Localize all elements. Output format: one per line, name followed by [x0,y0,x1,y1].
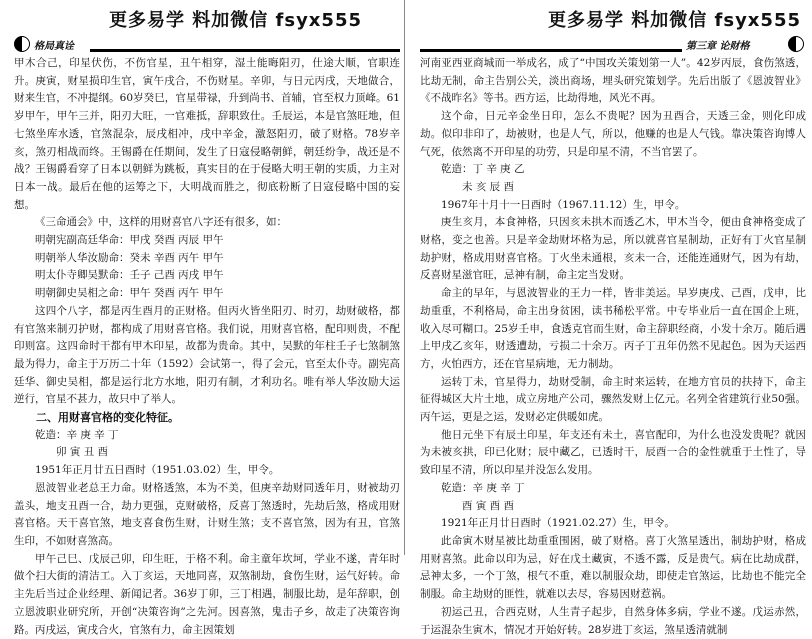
chart-line: 乾造：辛 庚 辛 丁 [441,481,525,494]
paragraph: 运转丁未，官星得力，劫财受制，命主时来运转，在地方官员的扶持下，命主征得城区大片土地，成立房地产公司，骤然发财上亿元。名列全省建筑行业50强。丙午运，更是之运，发财必定供暖如虎。 [420,375,806,424]
right-page [420,0,806,636]
paragraph: 恩波智业老总王力命。财格透煞，本为不美，但庚辛劫财同透年月，财被劫刃盖头，地支丑酉一合，劫力更强，克财破格，反喜丁煞透时，先劫后煞，格成用财喜官格。天干喜官煞，地支喜食伤生财，计财生煞；支不喜官煞，因为有丑，官煞生印，不如财喜煞高。 [14,481,400,547]
chart-line: 乾造：丁 辛 庚 乙 [441,163,525,176]
paragraph: 1921年正月廿日酉时（1921.02.27）生，甲令。 [441,517,675,530]
paragraph: 这个命，日元辛金坐日印，怎么不贵呢？因为丑酉合，天透三金，则化印成劫。似印非印了，劫被财，也是人气，所以，他赚的也是人气钱。靠决策咨询博人气死，依然离不开印星的功劳，只是印星不清，不当官罢了。 [420,110,806,158]
page-header: 更多易学 料加微信 fsyx555 [548,10,801,31]
left-page [14,0,400,636]
paragraph: 命主的早年，与恩波智业的王力一样，皆非美运。早岁庚戌、己酉，戊申，比劫重重，不利格局，命主出身贫困，读书稀松平常。中专毕业后一直在国企上班，收入尽可糊口。25岁壬申，食透克官而生财，命主辞职经商，小发十余万。随后遇上甲戌乙亥年，财透遭劫，亏损二十余万。丙子丁丑年仍然不见起色。因为天运西方，火怕西方，还在官星病地，无力制劫。 [420,287,806,370]
paragraph: 庚生亥月，本食神格，只因亥未拱木而透乙木，甲木当令，便由食神格变成了财格，变之也善。只是辛金劫财坏格为忌，所以就喜官星制劫，正好有丁火官星制劫护财，格成用财喜官格。丁火坐未通根，亥未一合，还能连通财气，因为有劫，反喜财星滋官旺，忌神有制，命主定当发财。 [420,216,806,282]
header-rule [420,49,682,52]
chart-line: 乾造：辛 庚 辛 丁 [35,428,119,441]
section-label: 第三章 论财格 [686,41,750,52]
chart-line: 明朝举人华汝励命：癸未 辛酉 丙午 甲午 [35,251,224,264]
paragraph: 这四个八字，都是丙生酉月的正财格。但丙火皆坐阳刃、时刃，劫财破格，都有官煞来制刃护财，都构成了用财喜官格。我们说，用财喜官格，配印则贵，不配印则富。这四命时干都有甲木印星，故都为贵命。其中，吴默的年柱壬子七煞制煞最为得力，命主于万历二十年（1592）会试第一，得了会元，官至太仆寺。副宪高廷华、御史吴相，都是运行北方水地，阳刃有制，才利功名。唯有举人华汝励大运逆行，官星不甚力，故只中了举人。 [14,304,400,406]
page-body [14,55,400,639]
paragraph: 《三命通会》中，这样的用财喜官八字还有很多，如： [35,216,287,229]
paragraph: 1951年正月廿五日酉时（1951.03.02）生，甲令。 [35,464,280,477]
paragraph: 他日元坐下有辰土印星，年支还有未土，喜官配印，为什么也没发贵呢？就因为未被亥拱，印已化财；辰中藏乙，已透时干，辰酉一合的金性就重于土性了，导致印星不清，所以印星并没怎么发用。 [420,428,806,477]
taiji-icon [14,36,30,52]
header-rule [90,49,400,52]
chart-line: 卯 寅 丑 酉 [56,446,109,459]
section-heading: 二、用财喜官格的变化特征。 [36,411,179,425]
paragraph: 此命寅木财星被比劫重重围困，破了财格。喜丁火煞星透出，制劫护财，格成用财喜煞。此命以印为忌，好在戊土藏寅，不透不露，反是贵气。病在比劫成群，忌神太多，一个丁煞，根气不重，难以制服众劫，即使走官煞运，比劫也不能完全制服。命主劫财的匪性，就难以去尽，容易因财惹祸。 [420,534,806,601]
chart-line: 未 亥 辰 酉 [462,180,515,193]
chart-line: 明朝宪副高廷华命：甲戌 癸酉 丙辰 甲午 [35,234,224,247]
paragraph: 河南亚西亚商城而一举成名，成了“中国攻关策划第一人”。42岁丙辰，食伤煞透，比劫无制，命主告别公关，淡出商场，埋头研究策划学。先后出版了《恩波智业》《不战昨名》等书。西方运，比劫得地，风光不再。 [420,57,806,105]
paragraph: 甲午己巳、戊辰己卯，印生旺，于格不利。命主童年坎坷，学业不遂，青年时做个扫大街的清洁工。入丁亥运，天地同喜，双煞制劫，食伤生财，运气好转。命主先后当过企业经理、新闻记者。36岁丁卯，三丁相遇，制服比劫，是年辞职，创立恩波职业研究所，开创“决策咨询”之先河。因喜煞，鬼击子乡，故走了决策咨询路。丙戌运，寅戌合火，官煞有力，命主因策划 [14,552,400,636]
chart-line: 明朝御史吴相之命：甲午 癸酉 丙午 甲午 [35,287,224,300]
taiji-icon [788,36,804,52]
running-head [14,36,400,54]
page-body [420,55,806,639]
paragraph: 初运己丑，合西克财，人生青子起步，自然身体多病，学业不遂。戊运赤然，于运混杂生寅木，情况才开始好转。28岁进丁亥运，煞星透清就制 [420,605,806,636]
chart-line: 明太仆寺卿吴默命：壬子 己酉 丙戌 甲午 [35,269,224,282]
section-label: 格局真诠 [34,41,74,52]
paragraph: 甲木合己，印星伏伤，不伤官星，丑午相穿，湿土能晦阳刃，仕途大顺，官职连升。庚寅，财星损印生官，寅午戌合，不伤财星。辛卯，与日元丙戌，天地做合，财来生官，不冲提纲。60岁癸巳，官星带禄，升到尚书、首辅，官至权力顶峰。61岁甲午，甲午三并，阳刃大旺，一官难抵，辞职致仕。壬辰运，本是官煞旺地，但七煞坐库水透，官煞混杂，辰戌相冲，戌中辛金，激怒阳刃，破了财格。78岁辛亥，煞刃相战而终。王锡爵在任期间，发生了日寇侵略朝鲜，朝廷纷争，战还是不战？王锡爵看穿了日本以朝鲜为跳板，真实目的在于侵略大明王朝的实质，力主对日本一战。最后在他的运筹之下，大明战而胜之，彻底粉断了日寇侵略中国的妄想。 [14,57,400,211]
chart-line: 酉 寅 酉 酉 [462,499,515,512]
page-gutter [404,0,405,555]
paragraph: 1967年十月十一日酉时（1967.11.12）生，甲令。 [441,198,686,211]
running-head [420,36,806,54]
page-header: 更多易学 料加微信 fsyx555 [109,10,362,31]
